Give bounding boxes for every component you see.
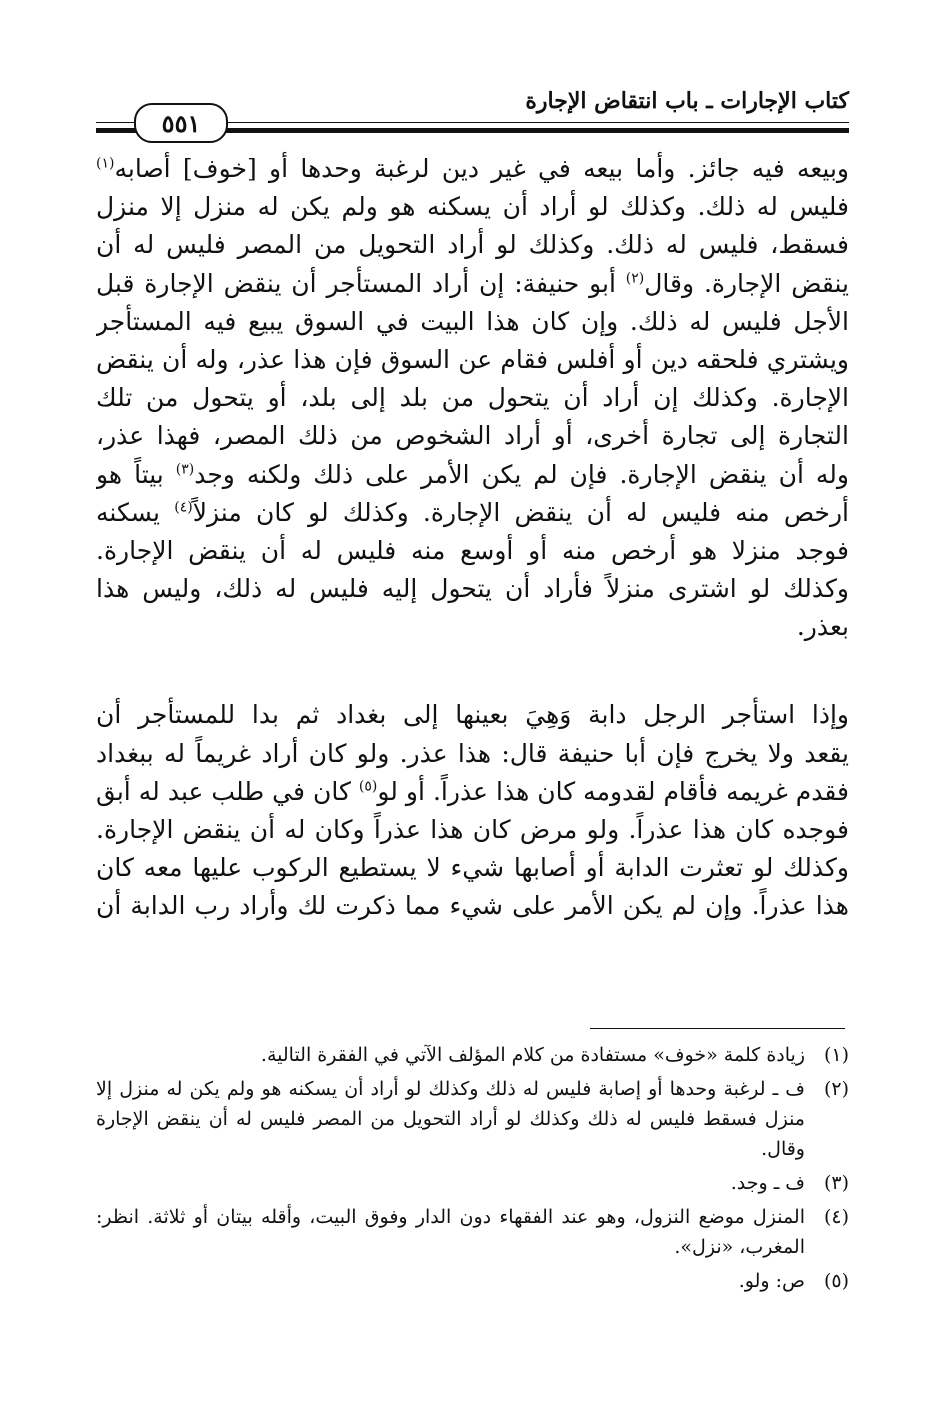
running-title: كتاب الإجارات ـ باب انتقاض الإجارة xyxy=(525,88,849,114)
footnote xyxy=(96,1168,849,1198)
footnote-number: (٥) xyxy=(823,1270,849,1292)
footnote xyxy=(96,1040,849,1070)
footnote-number: (٢) xyxy=(823,1078,849,1100)
text-line: فوجد منزلا هو أرخص منه أو أوسع منه فليس له أن ينقض الإجارة. xyxy=(96,535,849,565)
text-line: الأجل فليس له ذلك. وإن كان هذا البيت في السوق يبيع فيه المستأجر xyxy=(96,306,849,336)
footnote-text: ص: ولو. xyxy=(738,1270,805,1292)
footnote-text: المنزل موضع النزول، وهو عند الفقهاء دون الدار وفوق البيت، وأقله بيتان أو ثلاثة. انظر: المغرب، «نزل». xyxy=(96,1206,805,1258)
footnote-marker: (٥) xyxy=(358,778,378,795)
text-line: أرخص منه فليس له أن ينقض الإجارة. وكذلك لو كان منزلاً$^{(٤)}$ يسكنه xyxy=(96,497,849,527)
text-line: وكذلك لو اشترى منزلاً فأراد أن يتحول إليه فليس له ذلك، وليس هذا xyxy=(96,574,849,604)
footnote-number: (٤) xyxy=(823,1206,849,1228)
text-line: وبيعه فيه جائز. وأما بيعه في غير دين لرغبة وحدها أو [خوف] أصابه$^{(١)}$ xyxy=(96,154,849,183)
footnote xyxy=(96,1202,849,1262)
footnote-text: ف ـ وجد. xyxy=(730,1172,805,1194)
text-line: هذا عذراً. وإن لم يكن الأمر على شيء مما ذكرت لك وأراد رب الدابة أن xyxy=(96,891,849,921)
footnotes xyxy=(96,1040,849,1300)
footnote xyxy=(96,1266,849,1296)
text-line: ينقض الإجارة. وقال$^{(٢)}$ أبو حنيفة: إن أراد المستأجر أن ينقض الإجارة قبل xyxy=(96,268,849,298)
footnote-number: (١) xyxy=(823,1044,849,1066)
text-line: فليس له ذلك. وكذلك لو أراد أن يسكنه هو ولم يكن له منزل إلا منزل xyxy=(96,192,849,222)
footnote-marker: (١) xyxy=(96,155,115,172)
paragraph-gap xyxy=(96,646,849,696)
text-line: وإذا استأجر الرجل دابة وَهِيَ بعينها إلى بغداد ثم بدا للمستأجر أن xyxy=(96,700,849,730)
footnote-separator xyxy=(590,1028,845,1029)
footnote-number: (٣) xyxy=(823,1172,849,1194)
footnote-marker: (٣) xyxy=(175,461,195,478)
text-line: يقعد ولا يخرج فإن أبا حنيفة قال: هذا عذر. ولو كان أراد غريماً له ببغداد xyxy=(96,738,849,768)
text-line: وكذلك لو تعثرت الدابة أو أصابها شيء لا يستطيع الركوب عليها معه كان xyxy=(96,853,849,883)
text-line: التجارة إلى تجارة أخرى، أو أراد الشخوص من ذلك المصر، فهذا عذر، xyxy=(96,421,849,451)
text-line: بعذر. xyxy=(796,612,849,642)
text-line: فسقط، فليس له ذلك. وكذلك لو أراد التحويل من المصر فليس له أن xyxy=(96,230,849,260)
text-line: فقدم غريمه فأقام لقدومه كان هذا عذراً. أو لو$^{(٥)}$ كان في طلب عبد له أبق xyxy=(96,776,849,806)
text-line: وله أن ينقض الإجارة. فإن لم يكن الأمر على ذلك ولكنه وجد$^{(٣)}$ بيتاً هو xyxy=(96,459,849,489)
text-line: ويشتري فلحقه دين أو أفلس فقام عن السوق فإن هذا عذر، وله أن ينقض xyxy=(96,344,849,374)
footnote xyxy=(96,1074,849,1164)
footnote-text: زيادة كلمة «خوف» مستفادة من كلام المؤلف الآتي في الفقرة التالية. xyxy=(260,1044,805,1066)
footnote-marker: (٢) xyxy=(625,270,645,287)
text-line: الإجارة. وكذلك إن أراد أن يتحول من بلد إلى بلد، أو يتحول من تلك xyxy=(96,383,849,413)
text-line: فوجده كان هذا عذراً. ولو مرض كان هذا عذراً وكان له أن ينقض الإجارة. xyxy=(96,815,849,844)
footnote-text: ف ـ لرغبة وحدها أو إصابة فليس له ذلك وكذلك لو أراد أن يسكنه هو ولم يكن له منزل إلا منزل فسقط فليس له ذلك وكذلك لو أراد التحويل من المصر فليس له أن ينقض الإجارة وقال. xyxy=(96,1078,805,1160)
main-text xyxy=(96,150,849,926)
page-number: ٥٥١ xyxy=(134,103,228,143)
footnote-marker: (٤) xyxy=(174,499,193,516)
